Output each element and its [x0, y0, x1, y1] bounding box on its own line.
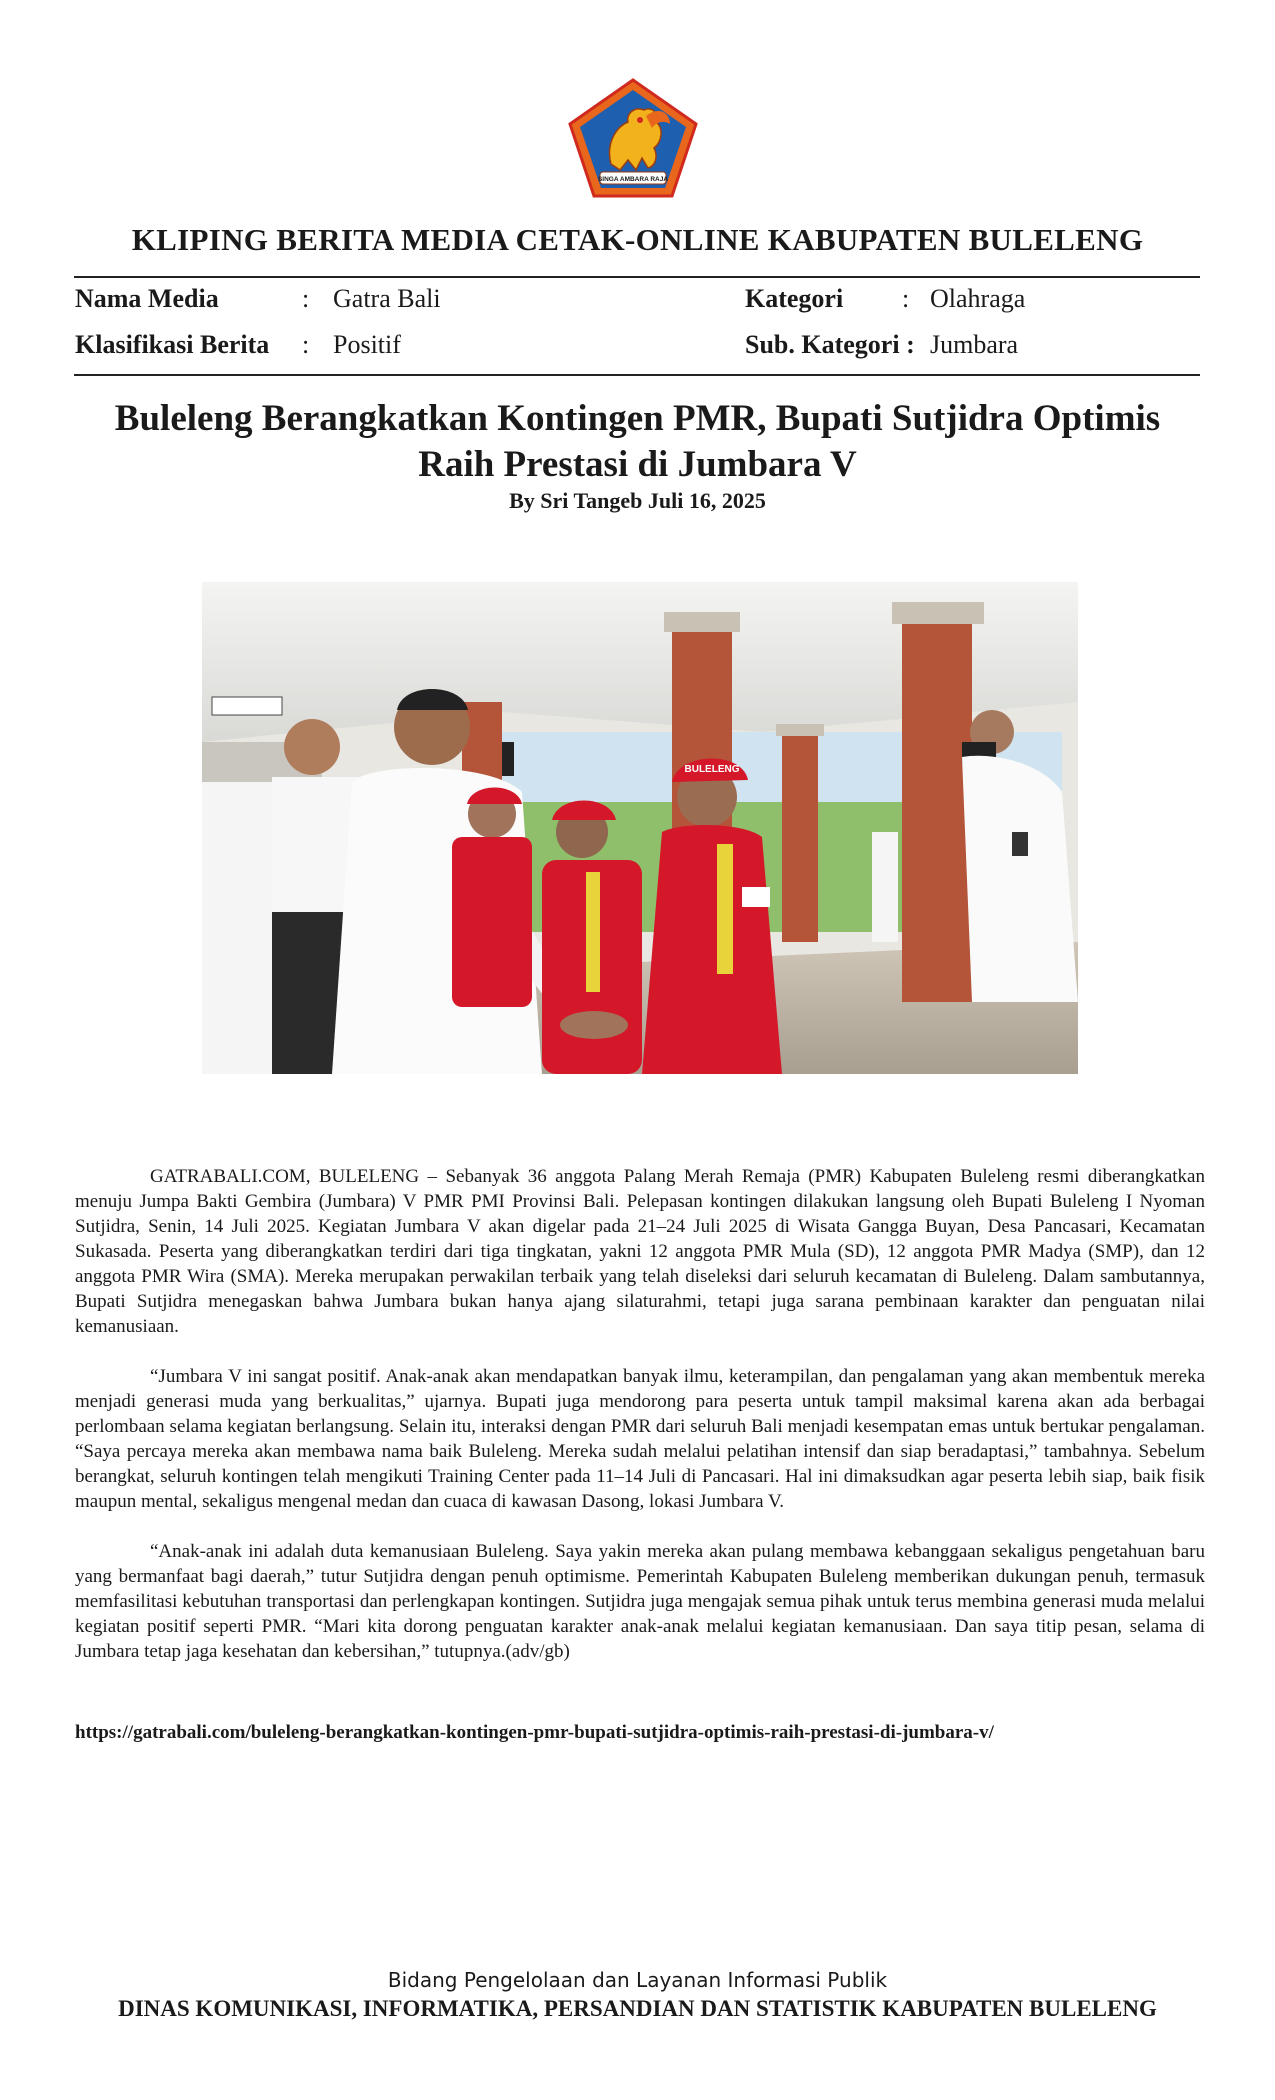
- footer-department: Bidang Pengelolaan dan Layanan Informasi Publik: [387, 1968, 888, 1992]
- media-label: Nama Media: [75, 284, 219, 313]
- singa-ambara-raja-emblem-icon: [566, 76, 700, 200]
- media-value: Gatra Bali: [333, 284, 441, 313]
- source-url-link[interactable]: https://gatrabali.com/buleleng-berangkatkan-kontingen-pmr-bupati-sutjidra-optimis-raih-prestasi-di-jumbara-v/: [75, 1722, 994, 1743]
- kategori-colon: :: [902, 284, 910, 313]
- klasifikasi-label: Klasifikasi Berita: [75, 330, 270, 359]
- header-divider-top: [74, 276, 1200, 278]
- subkategori-value: Jumbara: [930, 330, 1019, 359]
- kategori-value: Olahraga: [930, 284, 1026, 313]
- subkategori-label: Sub. Kategori :: [745, 330, 915, 359]
- article-paragraph-1: GATRABALI.COM, BULELENG – Sebanyak 36 anggota Palang Merah Remaja (PMR) Kabupaten Buleleng resmi diberangkatkan menuju Jumpa Bakti Gembira (Jumbara) V PMR PMI Provinsi Bali. Pelepasan kontingen dilakukan langsung oleh Bupati Buleleng I Nyoman Sutjidra, Senin, 14 Juli 2025. Kegiatan Jumbara V akan digelar pada 21–24 Juli 2025 di Wisata Gangga Buyan, Desa Pancasari, Kecamatan Sukasada. Peserta yang diberangkatkan terdiri dari tiga tingkatan, yakni 12 anggota PMR Mula (SD), 12 anggota PMR Madya (SMP), dan 12 anggota PMR Wira (SMA). Mereka merupakan perwakilan terbaik yang telah diseleksi dari seluruh kecamatan di Buleleng. Dalam sambutannya, Bupati Sutjidra menegaskan bahwa Jumbara bukan hanya ajang silaturahmi, tetapi juga sarana pembinaan karakter dan penguatan nilai kemanusiaan.: [75, 1166, 1205, 1337]
- article-photo: [202, 582, 1078, 1074]
- pmr-cap-text: BULELENG: [684, 764, 740, 775]
- article-paragraph-3: “Anak-anak ini adalah duta kemanusiaan Buleleng. Saya yakin mereka akan pulang membawa kebanggaan sekaligus pengetahuan baru yang bermanfaat bagi daerah,” tutur Sutjidra dengan penuh optimisme. Pemerintah Kabupaten Buleleng memberikan dukungan penuh, termasuk memfasilitasi kebutuhan transportasi dan perlengkapan kontingen. Sutjidra juga mengajak semua pihak untuk terus membina generasi muda melalui kegiatan positif seperti PMR. “Mari kita dorong penguatan karakter anak-anak melalui kegiatan kemanusiaan. Dan saya titip pesan, selama di Jumbara tetap jaga kesehatan dan kebersihan,” tutupnya.(adv/gb): [75, 1541, 1205, 1662]
- media-colon: :: [302, 284, 310, 313]
- clipping-header-title: KLIPING BERITA MEDIA CETAK-ONLINE KABUPATEN BULELENG: [131, 222, 1144, 257]
- article-byline: By Sri Tangeb Juli 16, 2025: [509, 488, 766, 513]
- header-divider-bottom: [74, 374, 1200, 376]
- article-title: [80, 396, 1195, 488]
- footer-agency: DINAS KOMUNIKASI, INFORMATIKA, PERSANDIAN DAN STATISTIK KABUPATEN BULELENG: [118, 1996, 1157, 2021]
- article-title-line2: Raih Prestasi di Jumbara V: [418, 444, 857, 485]
- news-photo-handshake-icon: [202, 582, 1078, 1074]
- article-paragraph-2: “Jumbara V ini sangat positif. Anak-anak akan mendapatkan banyak ilmu, keterampilan, dan pengalaman yang akan membentuk mereka menjadi generasi muda yang berkualitas,” ujarnya. Bupati juga mendorong para peserta untuk tampil maksimal karena akan ada berbagai perlombaan selama kegiatan berlangsung. Selain itu, interaksi dengan PMR dari seluruh Bali menjadi kesempatan emas untuk bertukar pengalaman. “Saya percaya mereka akan membawa nama baik Buleleng. Mereka sudah melalui pelatihan intensif dan siap beradaptasi,” tambahnya. Sebelum berangkat, seluruh kontingen telah mengikuti Training Center pada 11–14 Juli di Pancasari. Hal ini dimaksudkan agar peserta lebih siap, baik fisik maupun mental, sekaligus mengenal medan dan cuaca di kawasan Dasong, lokasi Jumbara V.: [75, 1366, 1205, 1512]
- klasifikasi-colon: :: [302, 330, 310, 359]
- article-body: [75, 1164, 1205, 1689]
- kategori-label: Kategori: [745, 284, 844, 313]
- klasifikasi-value: Positif: [333, 330, 401, 359]
- article-title-line1: Buleleng Berangkatkan Kontingen PMR, Bupati Sutjidra Optimis: [114, 398, 1161, 439]
- logo-banner-text: SINGA AMBARA RAJA: [597, 176, 669, 183]
- logo: [566, 76, 700, 200]
